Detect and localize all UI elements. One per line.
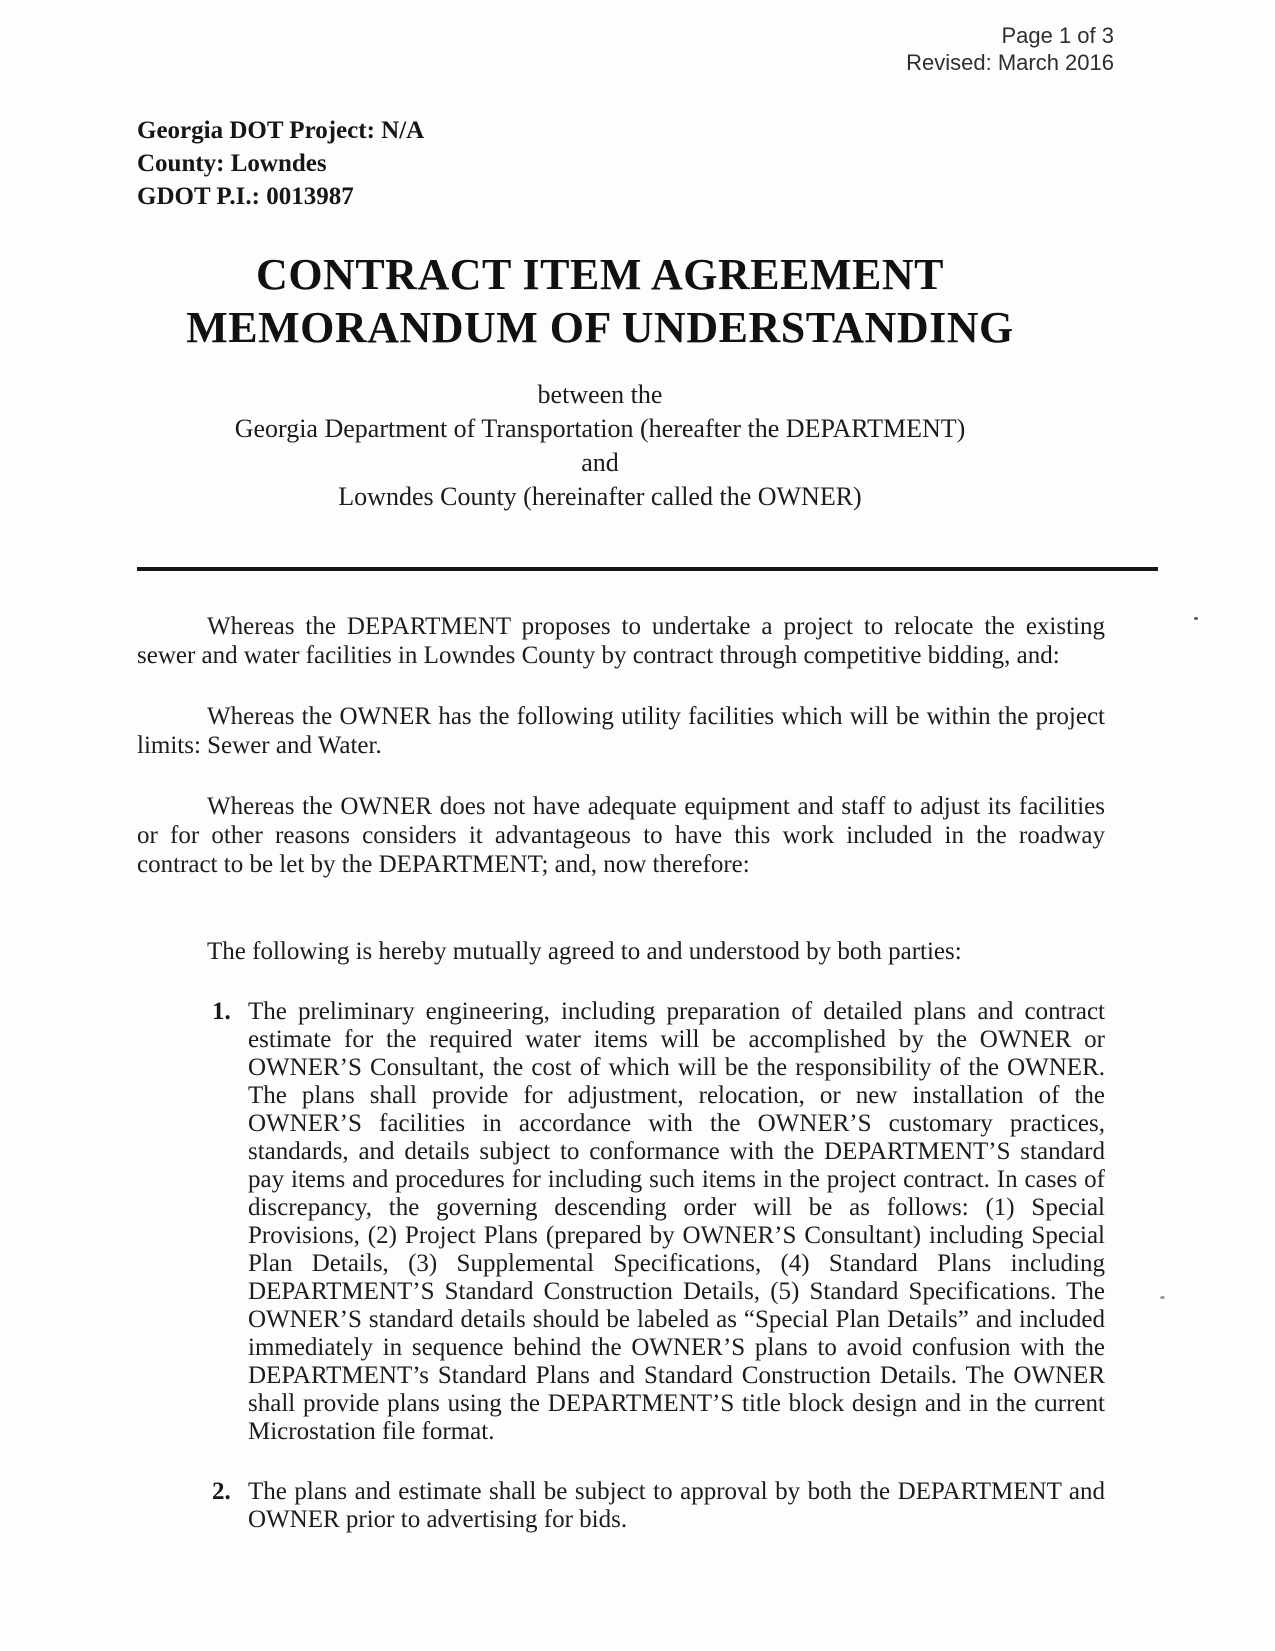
item-text: The preliminary engineering, including preparation of detailed plans and contract estimate for the required water items will be accomplished by the OWNER or OWNER’S Consultant, the cost of which will be the responsibility of the OWNER. The plans shall provide for adjustment, relocation, or new installation of the OWNER’S facilities in accordance with the OWNER’S customary practices, standards, and details subject to conformance with the DEPARTMENT’S standard pay items and procedures for including such items in the project contract. In cases of discrepancy, the governing descending order will be as follows: (1) Special Provisions, (2) Project Plans (prepared by OWNER’S Consultant) including Special Plan Details, (3) Supplemental Specifications, (4) Standard Plans including DEPARTMENT’S Standard Construction Details, (5) Standard Specifications. The OWNER’S standard details should be labeled as “Special Plan Details” and included immediately in sequence behind the OWNER’S plans to avoid confusion with the DEPARTMENT’s Standard Plans and Standard Construction Details. The OWNER shall provide plans using the DEPARTMENT’S title block design and in the current Microstation file format. (248, 998, 1105, 1445)
agreement-lead-paragraph: The following is hereby mutually agreed to and understood by both parties: (207, 938, 962, 965)
recital-paragraph: Whereas the OWNER does not have adequate equipment and staff to adjust its facilities or for other reasons considers it advantageous to have this work included in the roadway contract to be let by the DEPARTMENT; and, now therefore: (137, 793, 1105, 878)
department-party-line: Georgia Department of Transportation (hereafter the DEPARTMENT) (234, 414, 966, 443)
document-title (137, 248, 1063, 354)
title-line-2: MEMORANDUM OF UNDERSTANDING (186, 303, 1014, 352)
and-line: and (581, 448, 619, 477)
page-header (906, 22, 1114, 76)
divider-rule (137, 567, 1158, 571)
revision-date: Revised: March 2016 (906, 50, 1114, 75)
document-body (137, 612, 1105, 1566)
page-number: Page 1 of 3 (1001, 23, 1114, 48)
recital-paragraph: Whereas the DEPARTMENT proposes to undertake a project to relocate the existing sewer and water facilities in Lowndes County by contract through competitive bidding, and: (137, 613, 1105, 669)
title-line-1: CONTRACT ITEM AGREEMENT (256, 250, 944, 299)
between-line: between the (537, 380, 663, 409)
item-number: 1. (212, 998, 231, 1025)
recital-paragraph: Whereas the OWNER has the following utility facilities which will be within the project limits: Sewer and Water. (137, 703, 1105, 759)
project-line: Georgia DOT Project: N/A (137, 117, 425, 144)
item-text: The plans and estimate shall be subject to approval by both the DEPARTMENT and OWNER prior to advertising for bids. (248, 1478, 1105, 1533)
project-info-block (137, 114, 424, 213)
agreement-item-1 (137, 998, 1105, 1446)
gdot-pi-line: GDOT P.I.: 0013987 (137, 183, 354, 210)
parties-block (137, 378, 1063, 514)
scan-speck (1194, 617, 1198, 620)
item-number: 2. (212, 1478, 231, 1505)
agreement-item-2 (137, 1478, 1105, 1534)
scan-speck (1160, 1296, 1165, 1299)
county-line: County: Lowndes (137, 150, 327, 177)
owner-party-line: Lowndes County (hereinafter called the OWNER) (338, 482, 862, 511)
